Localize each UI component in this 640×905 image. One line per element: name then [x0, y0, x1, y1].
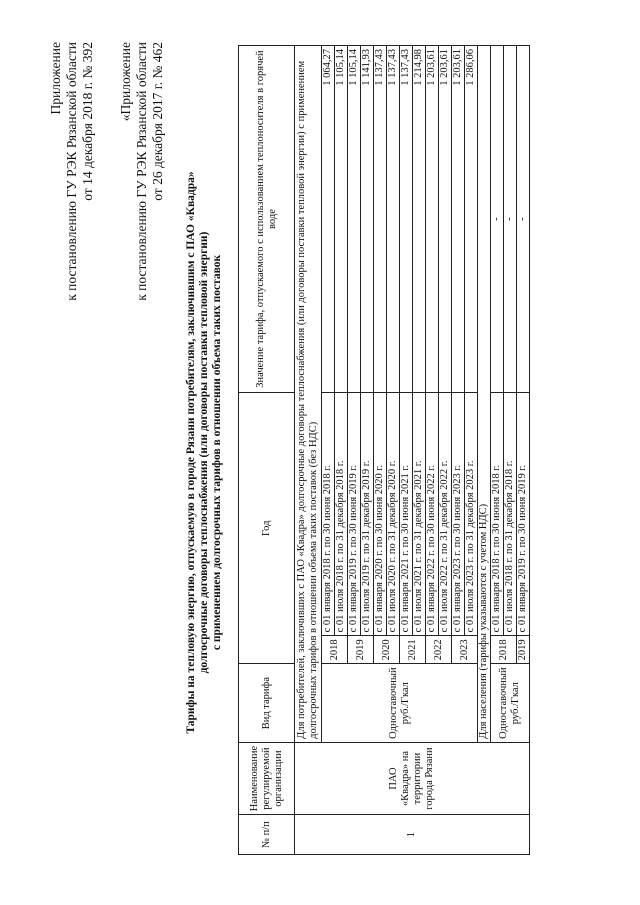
- section-label: Для потребителей, заключивших с ПАО «Квадра» долгосрочные договоры теплоснабжения (или договоры поставки тепловой энергии) с применением долгосрочных тарифов в отношении объема таких поставок (без НДС): [295, 46, 322, 743]
- period-cell: с 01 июля 2021 г. по 31 декабря 2021 г.: [413, 393, 426, 636]
- appendix-block-original: [118, 42, 166, 301]
- value-cell: 1 105,14: [348, 46, 361, 393]
- value-cell: 1 064,27: [322, 46, 335, 393]
- period-cell: с 01 января 2022 г. по 30 июня 2022 г.: [426, 393, 439, 636]
- period-cell: с 01 июля 2022 г. по 31 декабря 2022 г.: [439, 393, 452, 636]
- period-cell: с 01 июля 2019 г. по 31 декабря 2019 г.: [361, 393, 374, 636]
- value-cell: 1 137,43: [400, 46, 413, 393]
- tariff-type: Одноставочный руб./Гкал: [322, 664, 478, 742]
- table-row: [295, 46, 322, 855]
- period-cell: с 01 января 2018 г. по 30 июня 2018 г.: [322, 393, 335, 636]
- year-cell: 2019: [348, 636, 374, 664]
- value-cell: -: [504, 46, 517, 393]
- value-cell: 1 203,61: [439, 46, 452, 393]
- period-cell: с 01 января 2023 г. по 30 июня 2023 г.: [452, 393, 465, 636]
- appendix-date: от 26 декабря 2017 г. № 462: [150, 42, 165, 201]
- table-row: [322, 46, 335, 855]
- table-header-row: [239, 46, 295, 855]
- period-cell: с 01 января 2019 г. по 30 июня 2019 г.: [348, 393, 361, 636]
- title-line: с применением долгосрочных тарифов в отношении объема таких поставок: [211, 254, 223, 651]
- value-cell: 1 203,61: [452, 46, 465, 393]
- value-cell: -: [491, 46, 504, 393]
- value-cell: 1 203,61: [426, 46, 439, 393]
- tariff-table: [238, 45, 530, 855]
- year-cell: 2019: [517, 636, 530, 664]
- year-cell: 2021: [400, 636, 426, 664]
- appendix-resolution: к постановлению ГУ РЭК Рязанской области: [134, 42, 149, 301]
- row-number: 1: [295, 815, 530, 855]
- value-cell: 1 286,06: [465, 46, 478, 393]
- value-cell: 1 105,14: [335, 46, 348, 393]
- year-cell: 2022: [426, 636, 452, 664]
- value-cell: 1 137,43: [374, 46, 387, 393]
- appendix-block-current: [48, 42, 96, 301]
- header-year: Год: [239, 393, 295, 664]
- value-cell: -: [517, 46, 530, 393]
- title-line: долгосрочные договоры теплоснабжения (или договоры поставки тепловой энергии): [198, 231, 210, 674]
- period-cell: с 01 июля 2018 г. по 31 декабря 2018 г.: [504, 393, 517, 636]
- period-cell: с 01 января 2019 г. по 30 июня 2019 г.: [517, 393, 530, 636]
- appendix-date: от 14 декабря 2018 г. № 392: [80, 42, 95, 201]
- period-cell: с 01 июля 2020 г. по 31 декабря 2020 г.: [387, 393, 400, 636]
- section-label: Для населения (тарифы указываются с учетом НДС): [478, 46, 491, 743]
- header-tariff-type: Вид тарифа: [239, 664, 295, 742]
- header-value: Значение тарифа, отпускаемого с использованием теплоносителя в горячей воде: [239, 46, 295, 393]
- value-cell: 1 137,43: [387, 46, 400, 393]
- period-cell: с 01 января 2021 г. по 30 июня 2021 г.: [400, 393, 413, 636]
- period-cell: с 01 июля 2018 г. по 31 декабря 2018 г.: [335, 393, 348, 636]
- org-name: ПАО «Квадра» на территории города Рязани: [295, 742, 530, 814]
- appendix-resolution: к постановлению ГУ РЭК Рязанской области: [64, 42, 79, 301]
- year-cell: 2020: [374, 636, 400, 664]
- header-org: Наименование регулируемой организации: [239, 742, 295, 814]
- year-cell: 2018: [322, 636, 348, 664]
- tariff-type: Одноставочный руб./Гкал: [491, 664, 530, 742]
- title-line: Тарифы на тепловую энергию, отпускаемую в городе Рязани потребителям, заключившим с ПАО «Квадра»: [185, 171, 197, 734]
- value-cell: 1 141,93: [361, 46, 374, 393]
- year-cell: 2023: [452, 636, 478, 664]
- period-cell: с 01 июля 2023 г. по 31 декабря 2023 г.: [465, 393, 478, 636]
- appendix-label: «Приложение: [118, 42, 133, 122]
- year-cell: 2018: [491, 636, 517, 664]
- header-num: № п/п: [239, 815, 295, 855]
- value-cell: 1 214,98: [413, 46, 426, 393]
- document-title: [185, 40, 224, 865]
- table-row: [491, 46, 504, 855]
- table-row: [478, 46, 491, 855]
- appendix-label: Приложение: [48, 42, 63, 115]
- period-cell: с 01 января 2020 г. по 30 июня 2020 г.: [374, 393, 387, 636]
- period-cell: с 01 января 2018 г. по 30 июня 2018 г.: [491, 393, 504, 636]
